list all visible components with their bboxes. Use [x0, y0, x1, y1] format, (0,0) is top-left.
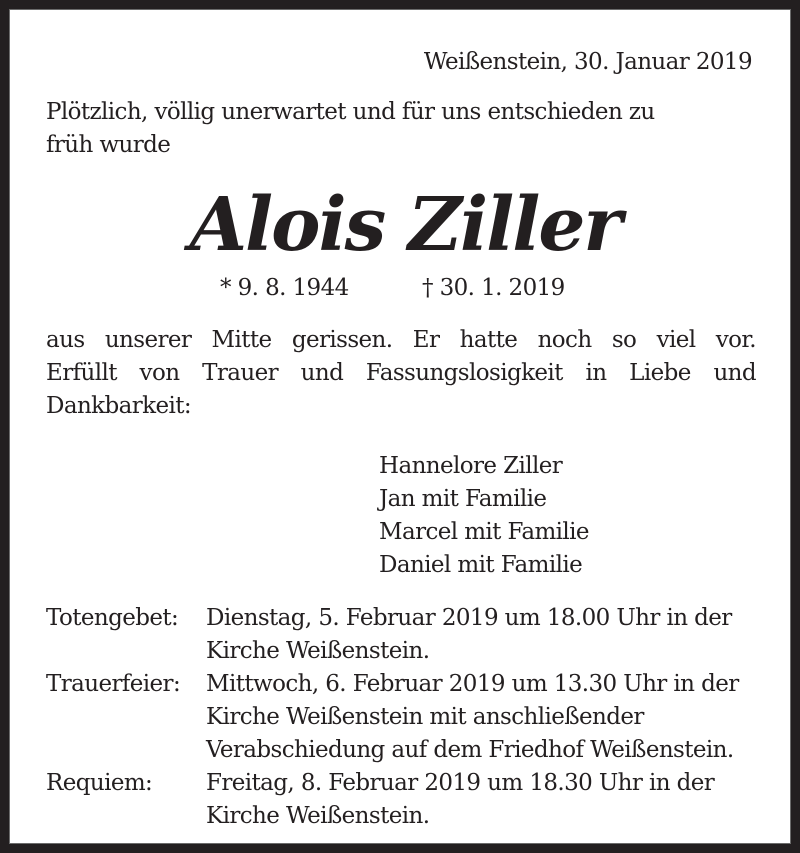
event-totengebet [46, 602, 732, 668]
body-line: Erfüllt von Trauer und Fassungslosigkeit in Liebe und [46, 360, 756, 386]
event-line: Kirche Weißenstein mit anschließender [206, 704, 644, 730]
body-line: aus unserer Mitte gerissen. Er hatte noch so viel vor. [46, 327, 756, 353]
body-line: Dankbarkeit: [46, 393, 192, 419]
intro-line: früh wurde [46, 132, 171, 158]
event-trauerfeier [46, 668, 739, 767]
event-line: Kirche Weißenstein. [206, 638, 430, 664]
event-label: Trauerfeier: [46, 671, 181, 697]
event-details [206, 602, 739, 668]
birth-date: * 9. 8. 1944 [220, 275, 349, 301]
mourner: Jan mit Familie [379, 486, 547, 512]
intro-line: Plötzlich, völlig unerwartet und für uns entschieden zu [46, 99, 655, 125]
deceased-name: Alois Ziller [189, 182, 621, 268]
events-list [46, 602, 739, 833]
event-details [206, 767, 739, 833]
obituary-notice [9, 9, 791, 844]
event-details [206, 668, 739, 767]
place-and-date: Weißenstein, 30. Januar 2019 [423, 49, 752, 75]
mourner: Marcel mit Familie [379, 519, 589, 545]
intro-text [46, 96, 655, 162]
event-line: Verabschiedung auf dem Friedhof Weißenstein. [206, 737, 734, 763]
event-line: Dienstag, 5. Februar 2019 um 18.00 Uhr in der [206, 605, 732, 631]
event-line: Freitag, 8. Februar 2019 um 18.30 Uhr in der [206, 770, 715, 796]
body-text [46, 324, 756, 423]
event-label: Requiem: [46, 770, 153, 796]
event-line: Mittwoch, 6. Februar 2019 um 13.30 Uhr in der [206, 671, 739, 697]
event-label: Totengebet: [46, 605, 179, 631]
mourner: Hannelore Ziller [379, 453, 563, 479]
mourner: Daniel mit Familie [379, 552, 583, 578]
event-requiem [46, 767, 715, 833]
event-line: Kirche Weißenstein. [206, 803, 430, 829]
mourners-list [379, 450, 589, 582]
death-date: † 30. 1. 2019 [422, 275, 565, 301]
